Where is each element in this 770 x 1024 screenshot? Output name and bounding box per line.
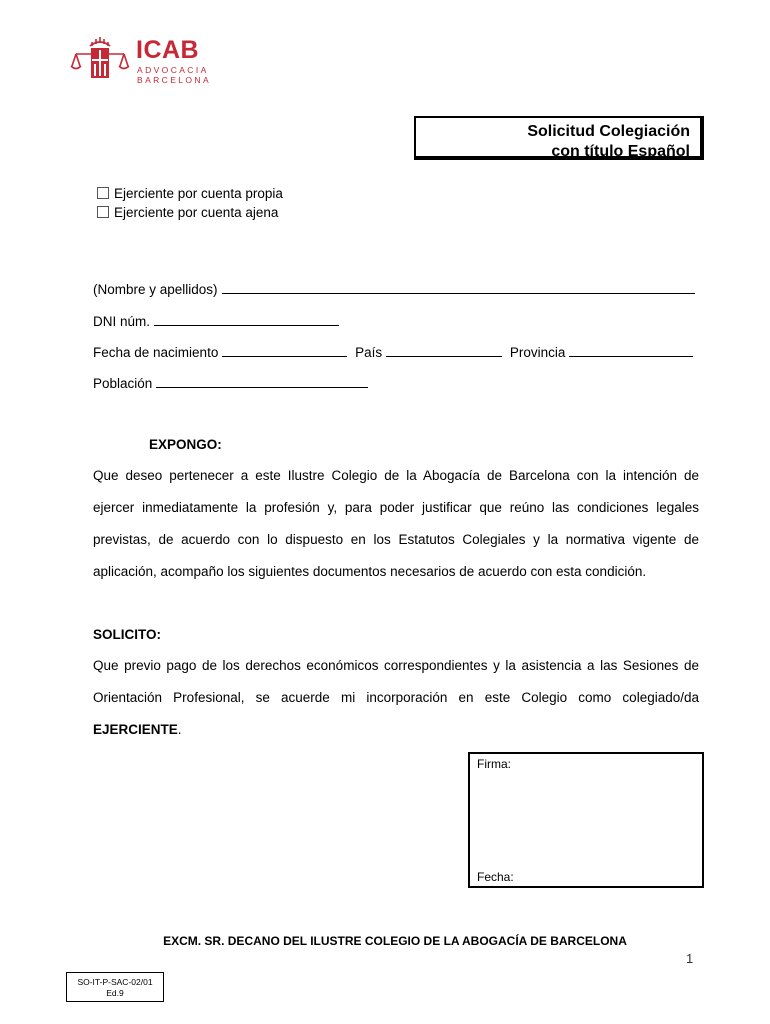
page-number: 1 [686, 951, 694, 966]
solicito-line: Orientación Profesional, se acuerde mi incorporación en este Colegio como colegiado/da [93, 690, 699, 705]
country-label: País [355, 345, 383, 360]
birth-input-line[interactable] [222, 344, 347, 357]
birth-field-row [93, 344, 693, 361]
expongo-line: aplicación, acompaño los siguientes documentos necesarios de acuerdo con esta condición. [93, 564, 647, 579]
final-period: . [177, 722, 182, 737]
expongo-line: previstas, de acuerdo con lo dispuesto en los Estatutos Colegiales y la normativa vigente de [93, 532, 699, 547]
expongo-line: ejercer inmediatamente la profesión y, para poder justificar que reúno las condiciones legales [93, 500, 699, 515]
dni-input-line[interactable] [154, 313, 339, 326]
title-box [414, 116, 704, 160]
logo-brand: ICAB [136, 36, 200, 64]
signature-box[interactable] [468, 752, 704, 888]
icab-logo [70, 36, 210, 84]
title-line-1: Solicitud Colegiación [527, 123, 690, 140]
province-label: Provincia [509, 345, 566, 360]
firma-label: Firma: [477, 757, 511, 771]
country-input-line[interactable] [386, 344, 502, 357]
reference-code: SO-IT-P-SAC-02/01 [77, 977, 153, 987]
option-cuenta-ajena[interactable] [97, 205, 278, 221]
dni-field-row [93, 313, 339, 330]
solicito-line: Que previo pago de los derechos económicos correspondientes y la asistencia a las Sesiones de [93, 658, 699, 673]
expongo-line: Que deseo pertenecer a este Ilustre Colegio de la Abogacía de Barcelona con la intención de [93, 468, 699, 483]
name-label: (Nombre y apellidos) [93, 282, 218, 297]
expongo-heading: EXPONGO: [149, 437, 222, 452]
crest-scales-icon [70, 36, 130, 84]
solicito-final-line [93, 714, 699, 746]
logo-subtitle-1: ADVOCACIA [137, 65, 209, 75]
option-label: Ejerciente por cuenta ajena [114, 205, 279, 220]
name-field-row [93, 281, 695, 298]
town-field-row [93, 375, 368, 392]
reference-edition: Ed.9 [106, 988, 124, 998]
title-line-2: con título Español [551, 143, 690, 160]
birth-label: Fecha de nacimiento [93, 345, 219, 360]
document-reference-box [66, 972, 164, 1002]
town-label: Población [93, 376, 153, 391]
province-input-line[interactable] [569, 344, 693, 357]
checkbox-cuenta-propia[interactable] [97, 187, 109, 199]
option-cuenta-propia[interactable] [97, 186, 283, 202]
town-input-line[interactable] [156, 375, 368, 388]
option-label: Ejerciente por cuenta propia [114, 186, 283, 201]
name-input-line[interactable] [222, 281, 695, 294]
fecha-label: Fecha: [477, 870, 514, 884]
dni-label: DNI núm. [93, 314, 151, 329]
logo-subtitle-2: BARCELONA [137, 75, 212, 85]
ejerciente-word: EJERCIENTE [93, 722, 178, 737]
solicito-paragraph [93, 650, 699, 746]
expongo-paragraph [93, 460, 699, 588]
checkbox-cuenta-ajena[interactable] [97, 206, 109, 218]
footer-addressee: EXCM. SR. DECANO DEL ILUSTRE COLEGIO DE LA ABOGACÍA DE BARCELONA [163, 934, 627, 948]
solicito-heading: SOLICITO: [93, 627, 162, 642]
